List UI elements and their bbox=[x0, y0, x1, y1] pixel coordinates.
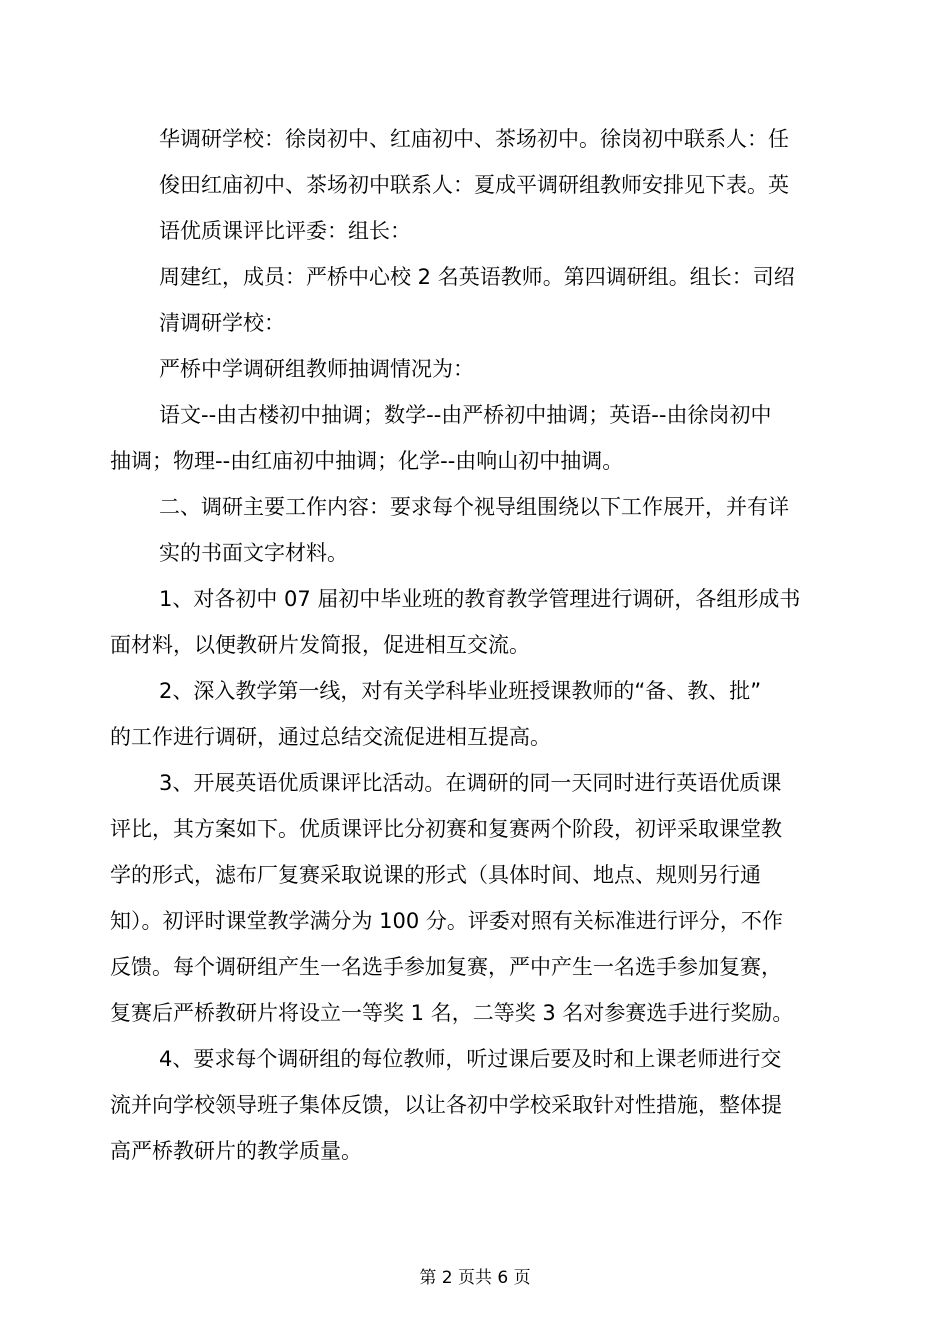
text-line: 复赛后严桥教研片将设立一等奖 1 名，二等奖 3 名对参赛选手进行奖励。 bbox=[110, 1001, 794, 1025]
text-line: 面材料，以便教研片发简报，促进相互交流。 bbox=[110, 633, 530, 657]
text-line: 2、深入教学第一线，对有关学科毕业班授课教师的“备、教、批” bbox=[159, 679, 762, 703]
text-line: 4、要求每个调研组的每位教师，听过课后要及时和上课老师进行交 bbox=[159, 1047, 782, 1071]
text-line: 的工作进行调研，通过总结交流促进相互提高。 bbox=[110, 725, 551, 749]
page-number: 第 2 页共 6 页 bbox=[419, 1268, 531, 1288]
text-line: 语文--由古楼初中抽调；数学--由严桥初中抽调；英语--由徐岗初中 bbox=[159, 403, 772, 427]
text-line: 1、对各初中 07 届初中毕业班的教育教学管理进行调研，各组形成书 bbox=[159, 587, 801, 611]
text-line: 语优质课评比评委：组长： bbox=[159, 219, 411, 243]
text-line: 知）。初评时课堂教学满分为 100 分。评委对照有关标准进行评分，不作 bbox=[110, 909, 783, 933]
text-line: 华调研学校：徐岗初中、红庙初中、茶场初中。徐岗初中联系人：任 bbox=[159, 127, 789, 151]
text-line: 抽调；物理--由红庙初中抽调；化学--由响山初中抽调。 bbox=[110, 449, 624, 473]
text-line: 实的书面文字材料。 bbox=[159, 541, 348, 565]
text-line: 二、调研主要工作内容：要求每个视导组围绕以下工作展开，并有详 bbox=[159, 495, 789, 519]
text-line: 流并向学校领导班子集体反馈，以让各初中学校采取针对性措施，整体提 bbox=[110, 1093, 782, 1117]
text-line: 反馈。每个调研组产生一名选手参加复赛，严中产生一名选手参加复赛， bbox=[110, 955, 782, 979]
text-line: 评比，其方案如下。优质课评比分初赛和复赛两个阶段，初评采取课堂教 bbox=[110, 817, 782, 841]
text-line: 高严桥教研片的教学质量。 bbox=[110, 1139, 362, 1163]
text-line: 清调研学校： bbox=[159, 311, 285, 335]
text-line: 严桥中学调研组教师抽调情况为： bbox=[159, 357, 474, 381]
text-line: 俊田红庙初中、茶场初中联系人：夏成平调研组教师安排见下表。英 bbox=[159, 173, 789, 197]
text-line: 3、开展英语优质课评比活动。在调研的同一天同时进行英语优质课 bbox=[159, 771, 782, 795]
text-line: 学的形式，滤布厂复赛采取说课的形式（具体时间、地点、规则另行通 bbox=[110, 863, 761, 887]
text-line: 周建红，成员：严桥中心校 2 名英语教师。第四调研组。组长：司绍 bbox=[159, 265, 795, 289]
